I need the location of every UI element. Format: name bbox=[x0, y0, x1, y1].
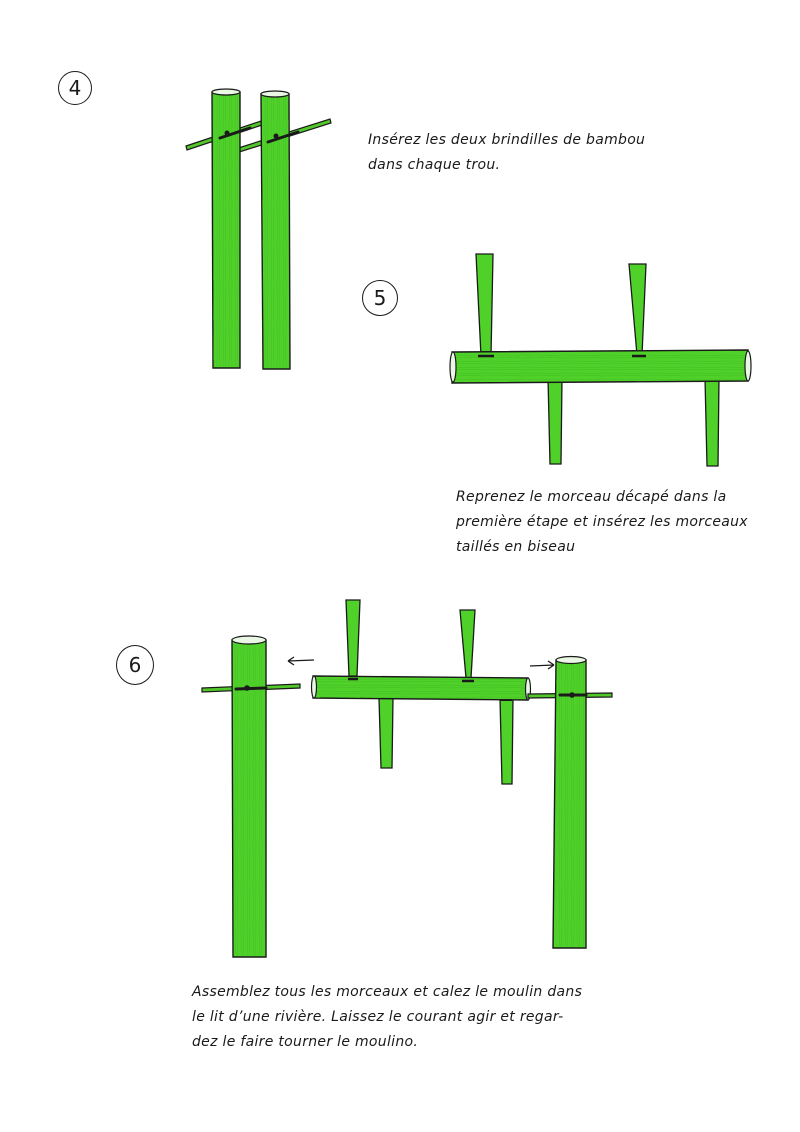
step-6-number: 6 bbox=[116, 645, 154, 685]
step-5-number: 5 bbox=[362, 280, 398, 316]
twig bbox=[236, 688, 266, 689]
hole bbox=[244, 685, 250, 691]
step-5-caption-line: taillés en biseau bbox=[456, 539, 576, 555]
bamboo-blade bbox=[379, 698, 393, 768]
step-4-illustration bbox=[186, 89, 331, 369]
bamboo-blade bbox=[460, 610, 475, 678]
bamboo-top bbox=[212, 89, 240, 95]
bamboo-blade bbox=[705, 378, 719, 466]
bamboo-end bbox=[450, 352, 456, 382]
bamboo-grain bbox=[455, 353, 745, 381]
step-6-caption-line: Assemblez tous les morceaux et calez le moulin dans bbox=[192, 984, 583, 1000]
step-4-number: 4 bbox=[58, 71, 92, 105]
bamboo-blade bbox=[500, 698, 513, 784]
step-6-caption-line: le lit d’une rivière. Laissez le courant agir et regar- bbox=[192, 1009, 564, 1025]
step-4-caption-line: Insérez les deux brindilles de bambou bbox=[368, 132, 646, 148]
bamboo-blade bbox=[476, 254, 493, 356]
bamboo-end bbox=[312, 676, 317, 698]
hole bbox=[274, 134, 279, 139]
arrow-left-icon bbox=[288, 657, 314, 665]
step-4-caption-line: dans chaque trou. bbox=[368, 157, 501, 173]
bamboo-end bbox=[745, 351, 751, 381]
bamboo-blade bbox=[629, 264, 646, 355]
bamboo-grain bbox=[556, 662, 585, 946]
step-6-caption-line: dez le faire tourner le moulino. bbox=[192, 1034, 419, 1050]
bamboo-grain bbox=[316, 679, 526, 698]
bamboo-blade bbox=[548, 378, 562, 464]
step-5-caption-line: première étape et insérez les morceaux bbox=[456, 514, 748, 530]
hole bbox=[225, 131, 230, 136]
step-6-illustration bbox=[202, 600, 612, 957]
bamboo-blade bbox=[346, 600, 360, 676]
hole bbox=[569, 692, 575, 698]
step-5-illustration bbox=[450, 254, 751, 466]
bamboo-top bbox=[232, 636, 266, 644]
arrow-right-icon bbox=[530, 661, 554, 669]
bamboo-top bbox=[556, 657, 586, 664]
bamboo-top bbox=[261, 91, 289, 97]
step-5-caption-line: Reprenez le morceau décapé dans la bbox=[456, 489, 727, 505]
